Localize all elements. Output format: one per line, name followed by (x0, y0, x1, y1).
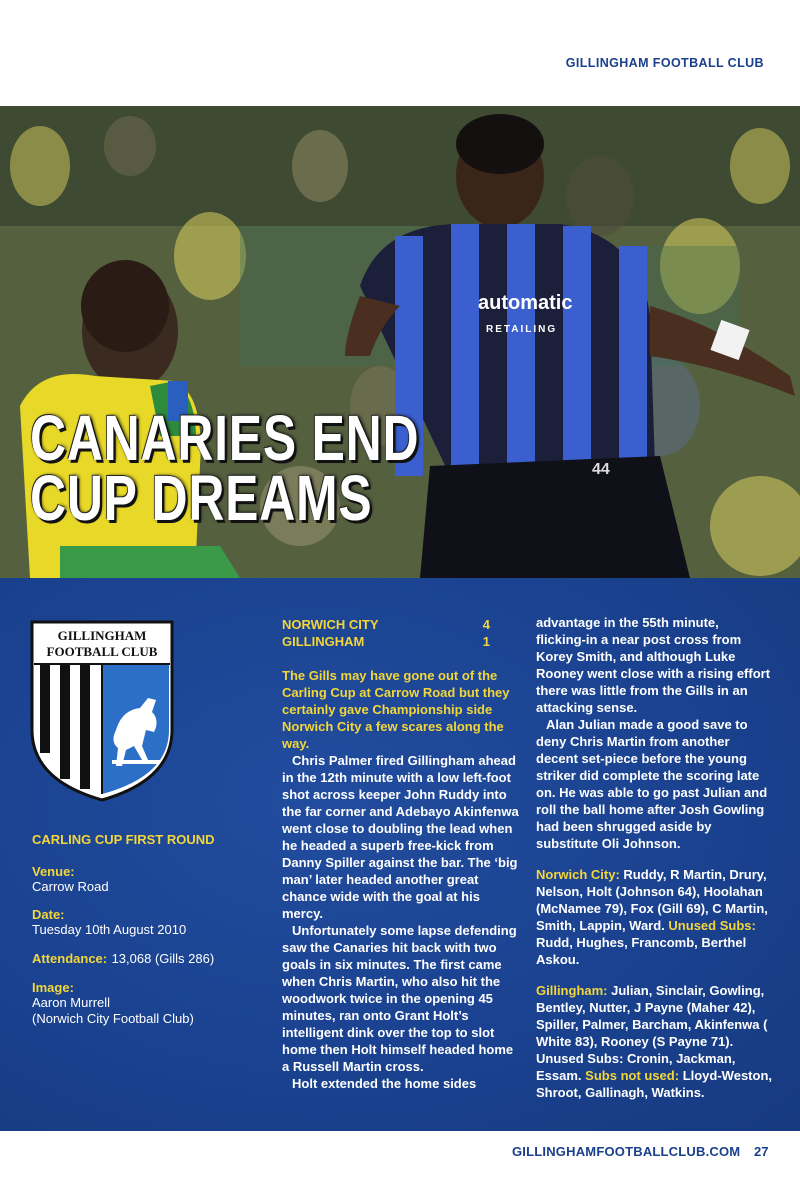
image-credit-block (32, 980, 252, 1027)
article-column-1 (282, 616, 520, 1092)
venue-label: Venue: (32, 864, 75, 879)
away-team: GILLINGHAM (282, 634, 365, 649)
gillingham-label: Gillingham: (536, 983, 608, 998)
article-intro: The Gills may have gone out of the Carling Cup at Carrow Road but they certainly gave Championship side Norwich City a few scares along the way. (282, 668, 510, 751)
attendance-block (32, 950, 252, 968)
image-label: Image: (32, 980, 74, 995)
image-credit-line-2: (Norwich City Football Club) (32, 1011, 194, 1026)
headline-line-2: CUP DREAMS (30, 462, 373, 534)
header-club-name: GILLINGHAM FOOTBALL CLUB (565, 56, 764, 70)
norwich-label: Norwich City: (536, 867, 620, 882)
norwich-players: Ruddy, R Martin, Drury, Nelson, Holt (Johnson 64), Hoolahan (McNamee 79), Fox (Gill 69), C Martin, Smith, Lappin, Ward. (536, 867, 768, 933)
hero-photo (0, 106, 800, 578)
club-crest (30, 620, 174, 802)
attendance-value: 13,068 (Gills 286) (111, 951, 215, 966)
home-team: NORWICH CITY (282, 617, 379, 632)
competition: CARLING CUP FIRST ROUND (32, 832, 215, 847)
match-info (32, 832, 252, 1039)
away-score: 1 (482, 634, 490, 649)
date-label: Date: (32, 907, 65, 922)
venue-block (32, 864, 252, 895)
gillingham-lineup (536, 982, 772, 1101)
norwich-subs-label: Unused Subs: (668, 918, 756, 933)
article-paragraph: advantage in the 55th minute, flicking-in a near post cross from Korey Smith, and although Luke Rooney went close with a rising effort there was little from the Gills in an attacking sense. (536, 615, 771, 715)
footer-strip (0, 1131, 800, 1190)
crest-text-line-2: FOOTBALL CLUB (46, 644, 158, 659)
image-credit-line-1: Aaron Murrell (32, 995, 111, 1010)
footer-website: GILLINGHAMFOOTBALLCLUB.COM (512, 1144, 741, 1159)
article-paragraph: Unfortunately some lapse defending saw the Canaries hit back with two goals in six minutes. The first came when Chris Martin, who also hit the woodwork twice in the opening 45 minutes, ran onto Grant Holt’s intelligent dink over the top to slot home then Holt himself headed home a Russell Martin cross. (282, 923, 517, 1074)
venue-value: Carrow Road (32, 879, 109, 894)
home-score: 4 (482, 617, 490, 632)
article-paragraph: Chris Palmer fired Gillingham ahead in the 12th minute with a low left-foot shot across keeper John Ruddy into the far corner and Adebayo Akinfenwa went close to doubling the lead when he headed a superb free-kick from Danny Spiller against the bar. The ‘big man’ later headed another great chance wide with the goal at his mercy. (282, 753, 519, 921)
attendance-label: Attendance: (32, 951, 108, 966)
crest-shield-icon (30, 620, 174, 802)
gillingham-subs-label: Subs not used: (585, 1068, 680, 1083)
score-row-home (282, 616, 520, 633)
score-row-away (282, 633, 520, 650)
headline-line-1: CANARIES END (30, 402, 420, 474)
date-block (32, 907, 252, 938)
article-column-2 (536, 614, 772, 1101)
crest-text-line-1: GILLINGHAM (57, 628, 147, 643)
shirt-sponsor-sub: RETAILING (486, 324, 558, 335)
shirt-number: 44 (592, 461, 610, 478)
headline (30, 402, 420, 534)
norwich-subs: Rudd, Hughes, Francomb, Berthel Askou. (536, 935, 747, 967)
norwich-lineup (536, 866, 772, 968)
gillingham-players: Julian, Sinclair, Gowling, Bentley, Nutter, J Payne (Maher 42), Spiller, Palmer, Barcham, Akinfenwa ( White 83), Rooney (S Payne 71). Unused Subs: Cronin, Jackman, Essam. (536, 983, 768, 1083)
article-paragraph: Holt extended the home sides (292, 1076, 477, 1091)
date-value: Tuesday 10th August 2010 (32, 922, 187, 937)
gillingham-subs: Lloyd-Weston, Shroot, Gallinagh, Watkins. (536, 1068, 772, 1100)
shirt-sponsor: automatic (478, 292, 573, 314)
page-number: 27 (754, 1144, 769, 1159)
article-paragraph: Alan Julian made a good save to deny Chris Martin from another decent set-piece before the young striker did complete the scoring late on. He was able to go past Julian and roll the ball home after Josh Gowling had been shrugged aside by substitute Oli Johnson. (536, 717, 768, 851)
